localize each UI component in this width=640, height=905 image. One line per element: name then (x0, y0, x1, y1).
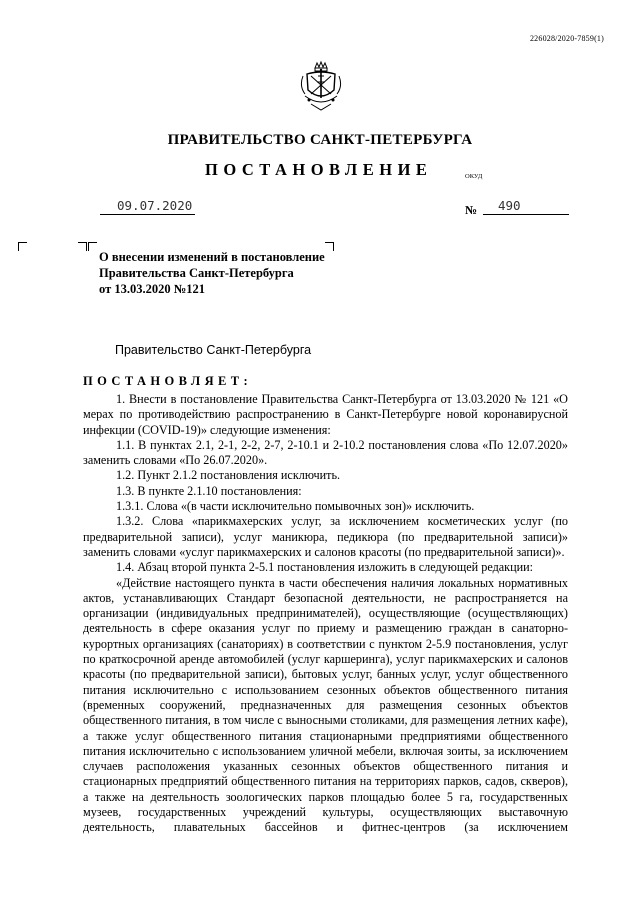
okud-label: ОКУД (465, 173, 483, 180)
document-date: 09.07.2020 (117, 198, 193, 213)
paragraph: 1.1. В пунктах 2.1, 2-1, 2-2, 2-7, 2-10.1 и 2-10.2 постановления слова «По 12.07.2020» заменить словами «По 26.07.2020». (83, 437, 568, 468)
paragraph: 1.2. Пункт 2.1.2 постановления исключить. (116, 468, 341, 483)
paragraph: 1. Внести в постановление Правительства Санкт-Петербурга от 13.03.2020 № 121 «О мерах по противодействию распространению в Санкт-Петербурге новой коронавирусной инфекции (COVID-19)» следующие изменения: (83, 392, 568, 437)
document-number: 226028/2020-7859(1) (529, 34, 604, 43)
document-number-value: 490 (498, 198, 521, 213)
corner-bracket (78, 242, 87, 251)
corner-bracket (88, 242, 97, 251)
subject-line: О внесении изменений в постановление (99, 250, 325, 264)
resolves-heading: ПОСТАНОВЛЯЕТ: (83, 374, 253, 388)
paragraph: 1.3. В пункте 2.1.10 постановления: (116, 483, 302, 498)
paragraph: 1.3.2. Слова «парикмахерских услуг, за исключением косметических услуг (по предварительной записи), услуг маникюра, педикюра (по предварительной записи)» заменить словами «услуг парикмахерских и салонов красоты (по предварительной записи)». (83, 514, 568, 559)
document-body (83, 392, 568, 836)
coat-of-arms-emblem (299, 60, 343, 112)
government-title: ПРАВИТЕЛЬСТВО САНКТ-ПЕТЕРБУРГА (167, 132, 473, 148)
subject-line: от 13.03.2020 №121 (99, 282, 206, 296)
paragraph: 1.3.1. Слова «(в части исключительно помывочных зон)» исключить. (116, 499, 475, 514)
number-underline (483, 199, 569, 215)
document-type-title: ПОСТАНОВЛЕНИЕ (205, 160, 433, 179)
government-name: Правительство Санкт-Петербурга (115, 343, 312, 357)
corner-bracket (18, 242, 27, 251)
number-label: № (465, 203, 478, 217)
document-subject (99, 249, 325, 297)
paragraph: «Действие настоящего пункта в части обеспечения наличия локальных нормативных актов, устанавливающих Стандарт безопасной деятельности, не распространяется на организации (индивидуальных предпринимателей), осуществляющие (осуществляющих) деятельность в сфере оказания услуг по приему и размещению граждан в санаторно-курортных организациях (санаториях) в соответствии с пунктом 2-5.9 постановления, услуг по краткосрочной аренде автомобилей (услуг каршеринга), услуг парикмахерских и салонов красоты (по предварительной записи), бытовых услуг, банных услуг, услуг общественного питания исключительно с использованием сезонных объектов общественного питания (временных сооружений, предназначенных для размещения сезонных объектов общественного питания, в том числе с выносными столиками, для размещения летних кафе), а также услуг общественного питания стационарными предприятиями общественного питания исключительно с использованием уличной мебели, включая зоиты, за исключением случаев расположения указанных сезонных объектов общественного питания и стационарных предприятий общественного питания на территориях парков, садов, скверов), а также на деятельность зоологических парков площадью более 5 га, государственных музеев, государственных учреждений культуры, осуществляющих выставочную деятельность, плавательных бассейнов и фитнес-центров (за исключением (83, 575, 568, 835)
corner-bracket (325, 242, 334, 251)
subject-line: Правительства Санкт-Петербурга (99, 266, 294, 280)
paragraph: 1.4. Абзац второй пункта 2-5.1 постановления изложить в следующей редакции: (116, 560, 534, 575)
